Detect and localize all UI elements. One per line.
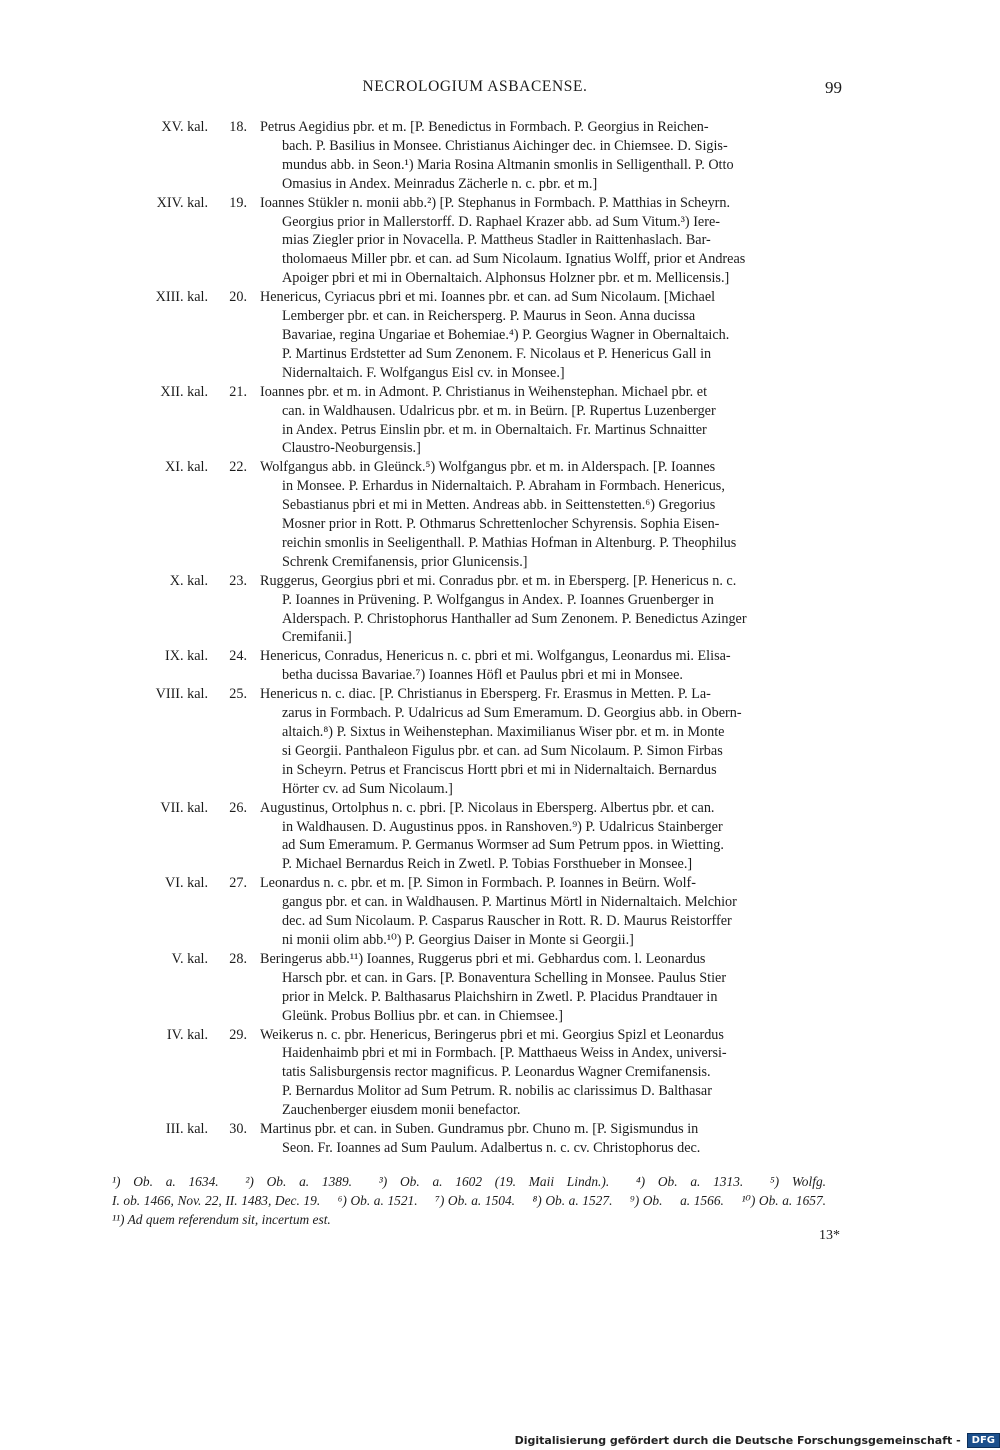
- page-number: 99: [825, 78, 842, 97]
- entry-date: X. kal.: [169, 572, 208, 589]
- entry-line: Petrus Aegidius pbr. et m. [P. Benedictus in Formbach. P. Georgius in Reichen-: [260, 119, 709, 135]
- entry-day: 25.: [229, 686, 247, 703]
- entry-line: mundus abb. in Seon.¹) Maria Rosina Altmanin smonlis in Selligenthall. P. Otto: [282, 156, 734, 173]
- necrology-entry: [110, 950, 842, 1026]
- dfg-logo: DFG: [967, 1433, 1000, 1448]
- footnote: I. ob. 1466, Nov. 22, II. 1483, Dec. 19.: [112, 1193, 321, 1208]
- entry-line: Hörter cv. ad Sum Nicolaum.]: [282, 780, 453, 797]
- entry-line: Haidenhaimb pbri et mi in Formbach. [P. Matthaeus Weiss in Andex, universi-: [282, 1045, 727, 1062]
- entry-line: mias Ziegler prior in Novacella. P. Mattheus Stadler in Raittenhaslach. Bar-: [282, 232, 711, 249]
- entry-line: Leonardus n. c. pbr. et m. [P. Simon in Formbach. P. Ioannes in Beürn. Wolf-: [260, 875, 696, 892]
- digitization-notice: [515, 1430, 1000, 1450]
- entry-line: altaich.⁸) P. Sixtus in Weihenstephan. Maximilianus Wiser pbr. et m. in Monte: [282, 724, 725, 740]
- entry-day: 18.: [229, 119, 247, 135]
- entry-line: bach. P. Basilius in Monsee. Christianus Aichinger dec. in Chiemsee. D. Sigis-: [282, 137, 728, 154]
- entry-date: XV. kal.: [161, 119, 208, 135]
- entry-line: Ioannes Stükler n. monii abb.²) [P. Stephanus in Formbach. P. Matthias in Scheyrn.: [260, 194, 731, 211]
- footnote: a. 1566.: [680, 1193, 724, 1208]
- entry-line: Georgius prior in Mallerstorff. D. Raphael Krazer abb. ad Sum Vitum.³) Iere-: [282, 213, 720, 230]
- entry-day: 22.: [229, 459, 247, 476]
- entry-line: Ioannes pbr. et m. in Admont. P. Christianus in Weihenstephan. Michael pbr. et: [260, 383, 708, 400]
- entry-day: 24.: [229, 648, 247, 665]
- entry-line: Apoiger pbri et mi in Obernaltaich. Alphonsus Holzner pbr. et m. Mellicensis.]: [282, 270, 730, 287]
- entry-line: Wolfgangus abb. in Gleünck.⁵) Wolfgangus pbr. et m. in Alderspach. [P. Ioannes: [260, 459, 716, 476]
- entry-day: 29.: [229, 1026, 247, 1043]
- entry-line: P. Martinus Erdstetter ad Sum Zenonem. F. Nicolaus et P. Henericus Gall in: [282, 345, 712, 362]
- entry-line: Lemberger pbr. et can. in Reichersperg. P. Maurus in Seon. Anna ducissa: [282, 308, 696, 325]
- footnote: ¹) Ob. a. 1634.: [112, 1174, 219, 1189]
- footnote: ⁸) Ob. a. 1527.: [532, 1193, 613, 1208]
- entry-day: 21.: [229, 383, 247, 400]
- footnote: ⁶) Ob. a. 1521.: [337, 1193, 418, 1208]
- entry-date: VI. kal.: [165, 875, 208, 892]
- necrology-entries: [110, 118, 842, 1158]
- footnotes: [112, 1172, 840, 1229]
- entry-line: Schrenk Cremifanensis, prior Glunicensis.]: [282, 553, 528, 570]
- necrology-entry: [110, 288, 842, 383]
- entry-line: Alderspach. P. Christophorus Hanthaller ad Sum Zenonem. P. Benedictus Azinger: [282, 610, 747, 627]
- entry-line: dec. ad Sum Nicolaum. P. Casparus Rauscher in Rott. R. D. Maurus Reistorffer: [282, 913, 732, 930]
- necrology-entry: [110, 799, 842, 875]
- entry-line: gangus pbr. et can. in Waldhausen. P. Martinus Mörtl in Nidernaltaich. Melchior: [282, 894, 737, 911]
- entry-line: Henericus, Cyriacus pbri et mi. Ioannes pbr. et can. ad Sum Nicolaum. [Michael: [260, 289, 716, 306]
- entry-date: XII. kal.: [160, 383, 208, 400]
- entry-date: XI. kal.: [165, 459, 208, 476]
- entry-date: VIII. kal.: [155, 686, 208, 703]
- entry-line: prior in Melck. P. Balthasarus Plaichshirn in Zwetl. P. Placidus Prandtauer in: [282, 988, 718, 1005]
- entry-line: Bavariae, regina Ungariae et Bohemiae.⁴) P. Georgius Wagner in Obernaltaich.: [282, 326, 730, 343]
- entry-line: Cremifanii.]: [282, 629, 352, 646]
- footnote: ³) Ob. a. 1602 (19. Maii Lindn.).: [378, 1174, 610, 1189]
- necrology-entry: [110, 458, 842, 571]
- entry-line: Martinus pbr. et can. in Suben. Gundramus pbr. Chuno m. [P. Sigismundus in: [260, 1121, 699, 1138]
- footnote: ⁵) Wolfg.: [770, 1174, 826, 1189]
- entry-line: Beringerus abb.¹¹) Ioannes, Ruggerus pbri et mi. Gebhardus com. l. Leonardus: [260, 950, 706, 967]
- entry-line: in Waldhausen. D. Augustinus ppos. in Ranshoven.⁹) P. Udalricus Stainberger: [282, 818, 723, 835]
- entry-line: Henericus, Conradus, Henericus n. c. pbri et mi. Wolfgangus, Leonardus mi. Elisa-: [260, 648, 731, 665]
- necrology-entry: [110, 572, 842, 648]
- entry-line: ad Sum Emeramum. P. Germanus Wormser ad Sum Petrum ppos. in Wietting.: [282, 837, 724, 854]
- entry-line: Omasius in Andex. Meinradus Zächerle n. c. pbr. et m.]: [282, 175, 598, 192]
- entry-line: tholomaeus Miller pbr. et can. ad Sum Nicolaum. Ignatius Wolff, prior et Andreas: [282, 251, 746, 268]
- entry-date: XIII. kal.: [155, 289, 208, 306]
- entry-line: P. Michael Bernardus Reich in Zwetl. P. Tobias Forsthueber in Monsee.]: [282, 856, 693, 873]
- entry-date: III. kal.: [165, 1121, 208, 1138]
- necrology-entry: [110, 685, 842, 798]
- entry-line: Ruggerus, Georgius pbri et mi. Conradus pbr. et m. in Ebersperg. [P. Henericus n. c.: [260, 572, 737, 589]
- entry-line: Gleünk. Probus Bollius pbr. et can. in Chiemsee.]: [282, 1007, 563, 1024]
- necrology-entry: [110, 383, 842, 459]
- entry-line: reichin smonlis in Seeligenthall. P. Mathias Hofman in Altenburg. P. Theophilus: [282, 534, 737, 551]
- sheet-signature: 13*: [819, 1228, 840, 1243]
- entry-line: can. in Waldhausen. Udalricus pbr. et m. in Beürn. [P. Rupertus Luzenberger: [282, 402, 716, 419]
- entry-line: ni monii olim abb.¹⁰) P. Georgius Daiser in Monte si Georgii.]: [282, 931, 634, 948]
- entry-day: 26.: [229, 799, 247, 816]
- necrology-entry: [110, 118, 842, 194]
- entry-line: tatis Salisburgensis rector magnificus. P. Leonardus Wagner Cremifanensis.: [282, 1064, 711, 1081]
- entry-day: 28.: [229, 950, 247, 967]
- entry-line: Zauchenberger eiusdem monii benefactor.: [282, 1102, 521, 1119]
- entry-line: P. Ioannes in Prüvening. P. Wolfgangus in Andex. P. Ioannes Gruenberger in: [282, 591, 714, 608]
- entry-line: Henericus n. c. diac. [P. Christianus in Ebersperg. Fr. Erasmus in Metten. P. La-: [260, 686, 711, 703]
- digitization-text: Digitalisierung gefördert durch die Deutsche Forschungsgemeinschaft -: [514, 1433, 961, 1447]
- entry-line: in Scheyrn. Petrus et Franciscus Hortt pbri et mi in Nidernaltaich. Bernardus: [282, 761, 717, 778]
- entry-line: Augustinus, Ortolphus n. c. pbri. [P. Nicolaus in Ebersperg. Albertus pbr. et can.: [260, 799, 715, 816]
- entry-line: Mosner prior in Rott. P. Othmarus Schrettenlocher Schyrensis. Sophia Eisen-: [282, 516, 720, 533]
- entry-line: Weikerus n. c. pbr. Henericus, Beringerus pbri et mi. Georgius Spizl et Leonardus: [260, 1026, 724, 1043]
- necrology-entry: [110, 874, 842, 950]
- running-title: NECROLOGIUM ASBACENSE.: [362, 78, 588, 95]
- entry-line: zarus in Formbach. P. Udalricus ad Sum Emeramum. D. Georgius abb. in Obern-: [282, 705, 742, 722]
- entry-line: Seon. Fr. Ioannes ad Sum Paulum. Adalbertus n. c. cv. Christophorus dec.: [282, 1139, 701, 1156]
- necrology-entry: [110, 194, 842, 289]
- entry-line: Claustro-Neoburgensis.]: [282, 440, 421, 457]
- necrology-entry: [110, 1026, 842, 1121]
- entry-line: in Monsee. P. Erhardus in Nidernaltaich. P. Abraham in Formbach. Henericus,: [282, 478, 725, 495]
- page-header: [110, 78, 840, 102]
- entry-line: si Georgii. Panthaleon Figulus pbr. et can. ad Sum Nicolaum. P. Simon Firbas: [282, 742, 723, 759]
- necrology-entry: [110, 647, 842, 685]
- footnote: ¹⁰) Ob. a. 1657.: [741, 1193, 827, 1208]
- footnote: ¹¹) Ad quem referendum sit, incertum est.: [112, 1212, 331, 1227]
- necrology-entry: [110, 1120, 842, 1158]
- entry-line: Sebastianus pbri et mi in Metten. Andreas abb. in Seittenstetten.⁶) Gregorius: [282, 497, 716, 514]
- footnote: ⁷) Ob. a. 1504.: [435, 1193, 516, 1208]
- entry-line: P. Bernardus Molitor ad Sum Petrum. R. nobilis ac clarissimus D. Balthasar: [282, 1083, 712, 1100]
- entry-date: IV. kal.: [166, 1026, 208, 1043]
- footnote: ⁴) Ob. a. 1313.: [635, 1174, 744, 1189]
- entry-line: in Andex. Petrus Einslin pbr. et m. in Obernaltaich. Fr. Martinus Schnaitter: [282, 421, 707, 438]
- entry-date: V. kal.: [171, 950, 208, 967]
- footnote: ⁹) Ob.: [630, 1193, 663, 1208]
- footnote: ²) Ob. a. 1389.: [245, 1174, 353, 1189]
- entry-line: Nidernaltaich. F. Wolfgangus Eisl cv. in Monsee.]: [282, 364, 565, 381]
- entry-date: XIV. kal.: [156, 194, 208, 211]
- entry-day: 20.: [229, 289, 247, 306]
- entry-day: 30.: [229, 1121, 247, 1138]
- entry-line: betha ducissa Bavariae.⁷) Ioannes Höfl et Paulus pbri et mi in Monsee.: [282, 667, 683, 684]
- entry-day: 23.: [229, 572, 247, 589]
- entry-date: IX. kal.: [165, 648, 208, 665]
- entry-date: VII. kal.: [160, 799, 208, 816]
- entry-line: Harsch pbr. et can. in Gars. [P. Bonaventura Schelling in Monsee. Paulus Stier: [282, 969, 727, 986]
- entry-day: 19.: [229, 194, 247, 211]
- entry-day: 27.: [229, 875, 247, 892]
